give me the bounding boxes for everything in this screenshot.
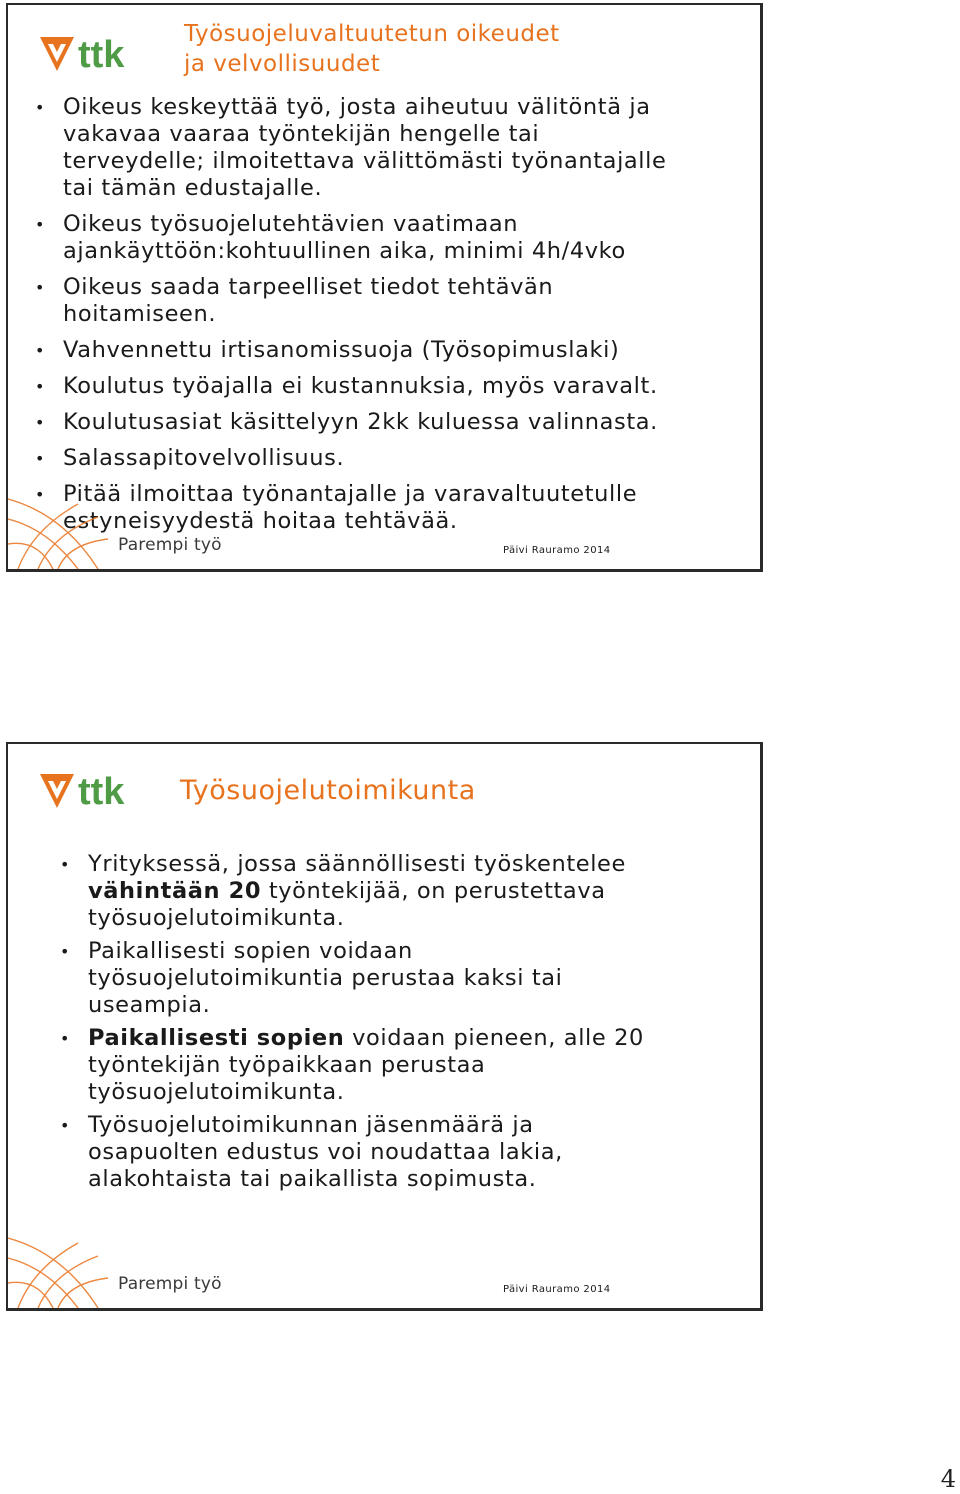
bullet-line: Oikeus työsuojelutehtävien vaatimaan: [63, 211, 519, 237]
page-number: 4: [940, 1465, 956, 1493]
bullet-line: työsuojelutoimikunta.: [88, 1079, 345, 1105]
bullet-line: osapuolten edustus voi noudattaa lakia,: [88, 1139, 563, 1165]
author-credit: Päivi Rauramo 2014: [503, 1284, 611, 1295]
bullet-icon: •: [60, 1116, 71, 1135]
bullet-item: [60, 1025, 750, 1106]
bullet-line: ajankäyttöön:kohtuullinen aika, minimi 4h/4vko: [63, 238, 626, 264]
bullet-icon: •: [35, 341, 46, 360]
ttk-logo: [36, 31, 146, 75]
bullet-line: hoitamiseen.: [63, 301, 217, 327]
bullet-line: [88, 878, 750, 905]
bullet-line: Työsuojelutoimikunnan jäsenmäärä ja: [88, 1112, 534, 1138]
bullet-icon: •: [35, 98, 46, 117]
bullet-item: [35, 373, 755, 400]
bullet-line: Koulutusasiat käsittelyyn 2kk kuluessa valinnasta.: [63, 409, 658, 435]
bullet-line: terveydelle; ilmoitettava välittömästi työnantajalle: [63, 148, 667, 174]
bullet-list: [35, 94, 755, 544]
bullet-item: [35, 481, 755, 535]
bullet-item: [35, 445, 755, 472]
slide-title: Työsuojelutoimikunta: [180, 775, 476, 806]
bullet-icon: •: [35, 449, 46, 468]
bullet-item: [60, 1112, 750, 1193]
logo-text: ttk: [78, 34, 125, 75]
bullet-line: Vahvennettu irtisanomissuoja (Työsopimuslaki): [63, 337, 620, 363]
bullet-item: [35, 337, 755, 364]
bullet-item: [35, 94, 755, 202]
bullet-icon: •: [35, 215, 46, 234]
bullet-icon: •: [60, 855, 71, 874]
bullet-text: voidaan pieneen, alle 20: [344, 1025, 644, 1051]
title-line: ja velvollisuudet: [184, 51, 381, 77]
bullet-line: vakavaa vaaraa työntekijän hengelle tai: [63, 121, 540, 147]
bullet-icon: •: [60, 1029, 71, 1048]
slide-2: [6, 742, 763, 1311]
bullet-line: estyneisyydestä hoitaa tehtävää.: [63, 508, 458, 534]
decorative-arcs-icon: [8, 459, 118, 569]
bullet-line: Yrityksessä, jossa säännöllisesti työskentelee: [88, 851, 626, 877]
bullet-line: työsuojelutoimikunta.: [88, 905, 345, 931]
bullet-line: Koulutus työajalla ei kustannuksia, myös varavalt.: [63, 373, 658, 399]
decorative-arcs-icon: [8, 1198, 118, 1308]
bullet-line: useampia.: [88, 992, 211, 1018]
bullet-icon: •: [35, 413, 46, 432]
bullet-line: työsuojelutoimikuntia perustaa kaksi tai: [88, 965, 563, 991]
ttk-logo: [36, 768, 146, 812]
bullet-line: Oikeus keskeyttää työ, josta aiheutuu välitöntä ja: [63, 94, 651, 120]
title-line: Työsuojeluvaltuutetun oikeudet: [184, 21, 560, 47]
slide-1: [6, 3, 763, 572]
slide-title: [184, 19, 560, 79]
bullet-item: [35, 409, 755, 436]
bullet-item: [35, 211, 755, 265]
bullet-line: Salassapitovelvollisuus.: [63, 445, 345, 471]
bullet-list: [60, 851, 750, 1199]
bullet-text: työntekijää, on perustettava: [261, 878, 606, 904]
bullet-item: [60, 938, 750, 1019]
author-credit: Päivi Rauramo 2014: [503, 545, 611, 556]
bullet-icon: •: [35, 377, 46, 396]
logo-text: ttk: [78, 771, 125, 812]
bullet-icon: •: [60, 942, 71, 961]
bullet-line: Paikallisesti sopien voidaan: [88, 938, 413, 964]
bullet-icon: •: [35, 485, 46, 504]
bullet-line: [88, 1025, 750, 1052]
tagline-text: Parempi työ: [118, 1274, 222, 1294]
tagline-text: Parempi työ: [118, 535, 222, 555]
bullet-line: alakohtaista tai paikallista sopimusta.: [88, 1166, 537, 1192]
bullet-icon: •: [35, 278, 46, 297]
bullet-item: [35, 274, 755, 328]
bullet-line: Oikeus saada tarpeelliset tiedot tehtävän: [63, 274, 554, 300]
bold-text: vähintään 20: [88, 878, 262, 904]
bullet-item: [60, 851, 750, 932]
bullet-line: Pitää ilmoittaa työnantajalle ja varavaltuutetulle: [63, 481, 638, 507]
bullet-line: työntekijän työpaikkaan perustaa: [88, 1052, 486, 1078]
bold-text: Paikallisesti sopien: [88, 1025, 345, 1051]
bullet-line: tai tämän edustajalle.: [63, 175, 323, 201]
